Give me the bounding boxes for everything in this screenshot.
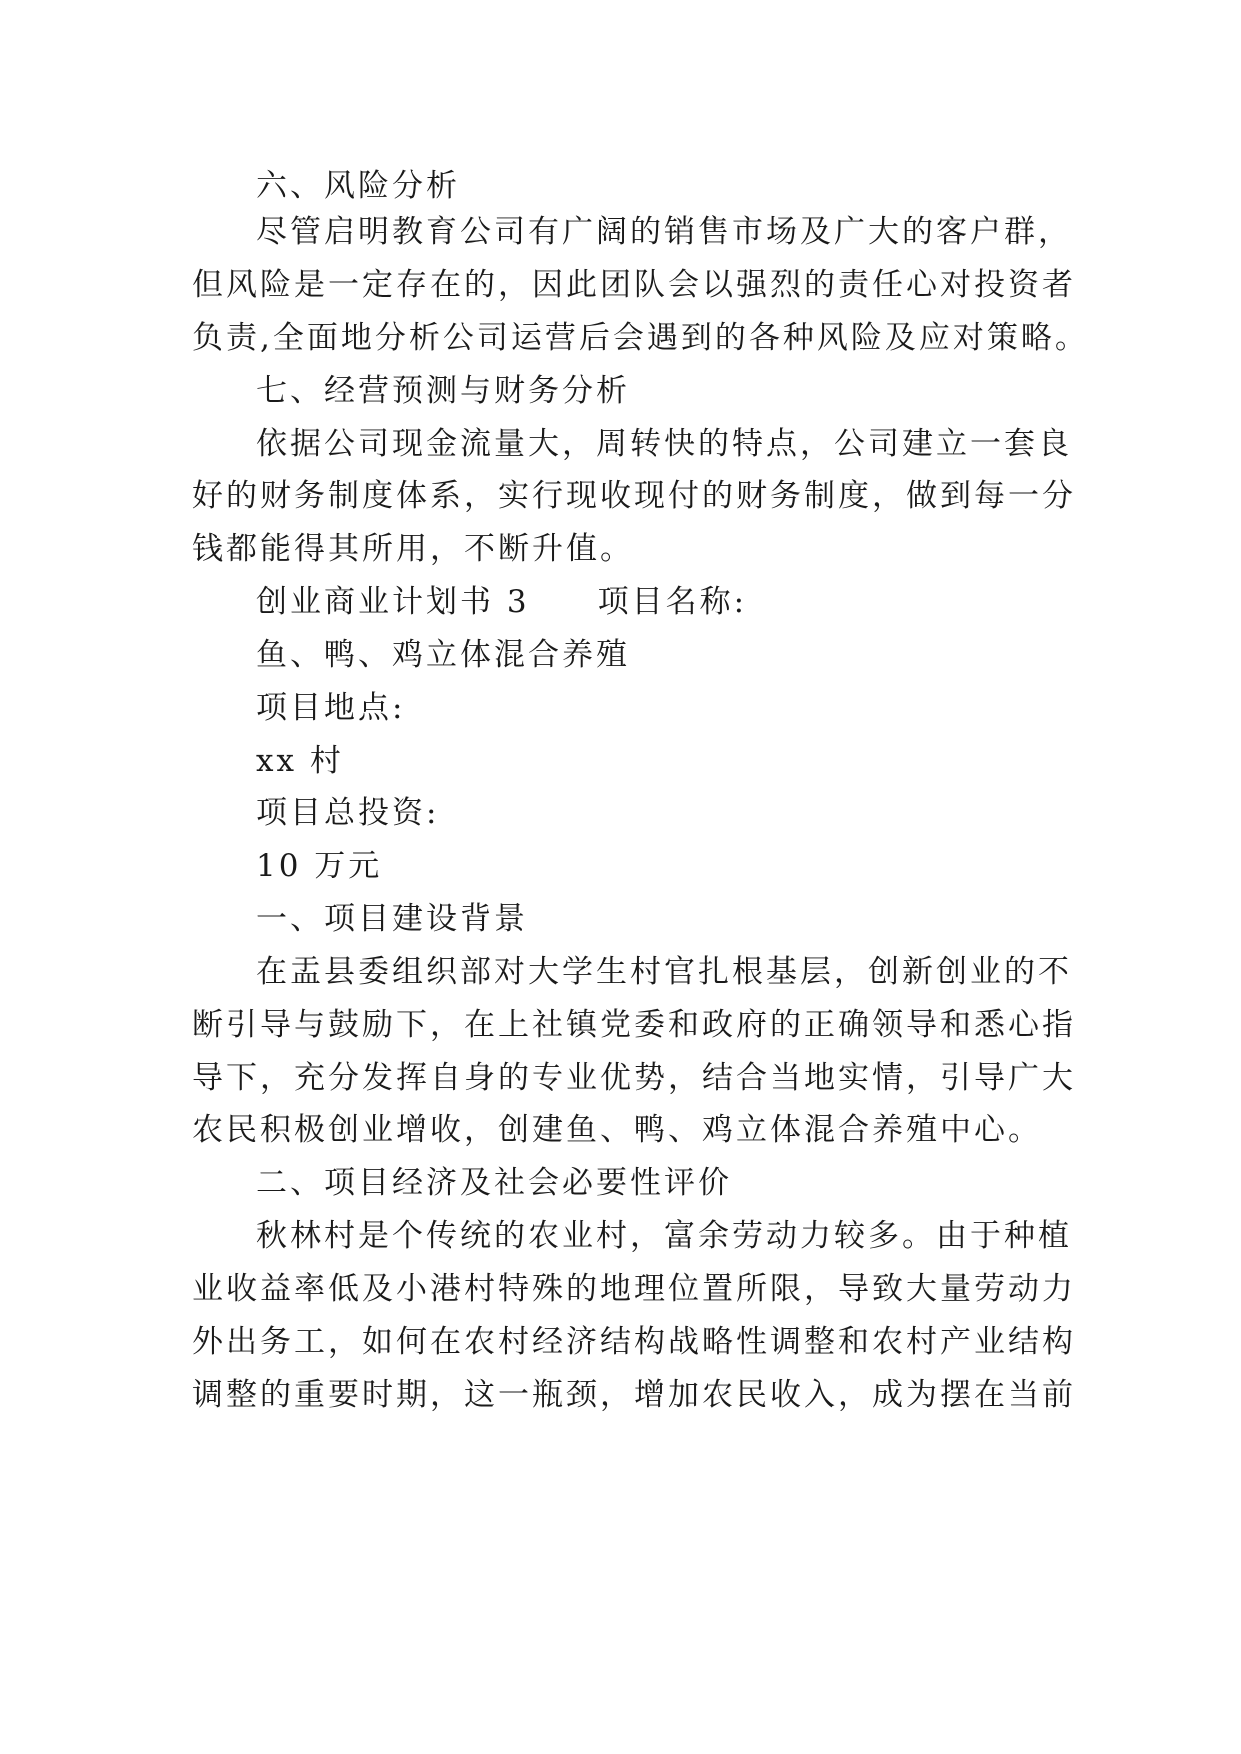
paragraph-line: 业收益率低及小港村特殊的地理位置所限，导致大量劳动力 <box>192 1271 1076 1307</box>
paragraph-line: 好的财务制度体系，实行现收现付的财务制度，做到每一分 <box>192 478 1076 514</box>
paragraph-line: 负责,全面地分析公司运营后会遇到的各种风险及应对策略。 <box>192 320 1089 356</box>
paragraph-line: 断引导与鼓励下，在上社镇党委和政府的正确领导和悉心指 <box>192 1007 1076 1043</box>
project-investment-value: 10 万元 <box>256 848 383 884</box>
project-name-value: 鱼、鸭、鸡立体混合养殖 <box>256 637 630 673</box>
paragraph-line: 钱都能得其所用，不断升值。 <box>192 531 634 567</box>
project-investment-label: 项目总投资: <box>256 795 440 831</box>
paragraph-line: 调整的重要时期，这一瓶颈，增加农民收入，成为摆在当前 <box>192 1377 1076 1413</box>
paragraph-line: 依据公司现金流量大，周转快的特点，公司建立一套良 <box>256 426 1072 462</box>
paragraph-line: 尽管启明教育公司有广阔的销售市场及广大的客户群， <box>256 214 1072 250</box>
paragraph-line: 农民积极创业增收，创建鱼、鸭、鸡立体混合养殖中心。 <box>192 1112 1042 1148</box>
plan-title-project-name: 创业商业计划书 3 项目名称: <box>256 584 748 620</box>
heading-project-background: 一、项目建设背景 <box>256 901 528 937</box>
project-location-label: 项目地点: <box>256 690 406 726</box>
paragraph-line: 外出务工，如何在农村经济结构战略性调整和农村产业结构 <box>192 1324 1076 1360</box>
project-location-value: xx 村 <box>256 743 344 779</box>
heading-necessity-evaluation: 二、项目经济及社会必要性评价 <box>256 1165 732 1201</box>
paragraph-line: 在盂县委组织部对大学生村官扎根基层，创新创业的不 <box>256 954 1072 990</box>
heading-risk-analysis: 六、风险分析 <box>256 168 460 204</box>
paragraph-line: 但风险是一定存在的，因此团队会以强烈的责任心对投资者 <box>192 267 1076 303</box>
heading-forecast-finance: 七、经营预测与财务分析 <box>256 373 630 409</box>
paragraph-line: 导下，充分发挥自身的专业优势，结合当地实情，引导广大 <box>192 1060 1076 1096</box>
paragraph-line: 秋林村是个传统的农业村，富余劳动力较多。由于种植 <box>256 1218 1072 1254</box>
